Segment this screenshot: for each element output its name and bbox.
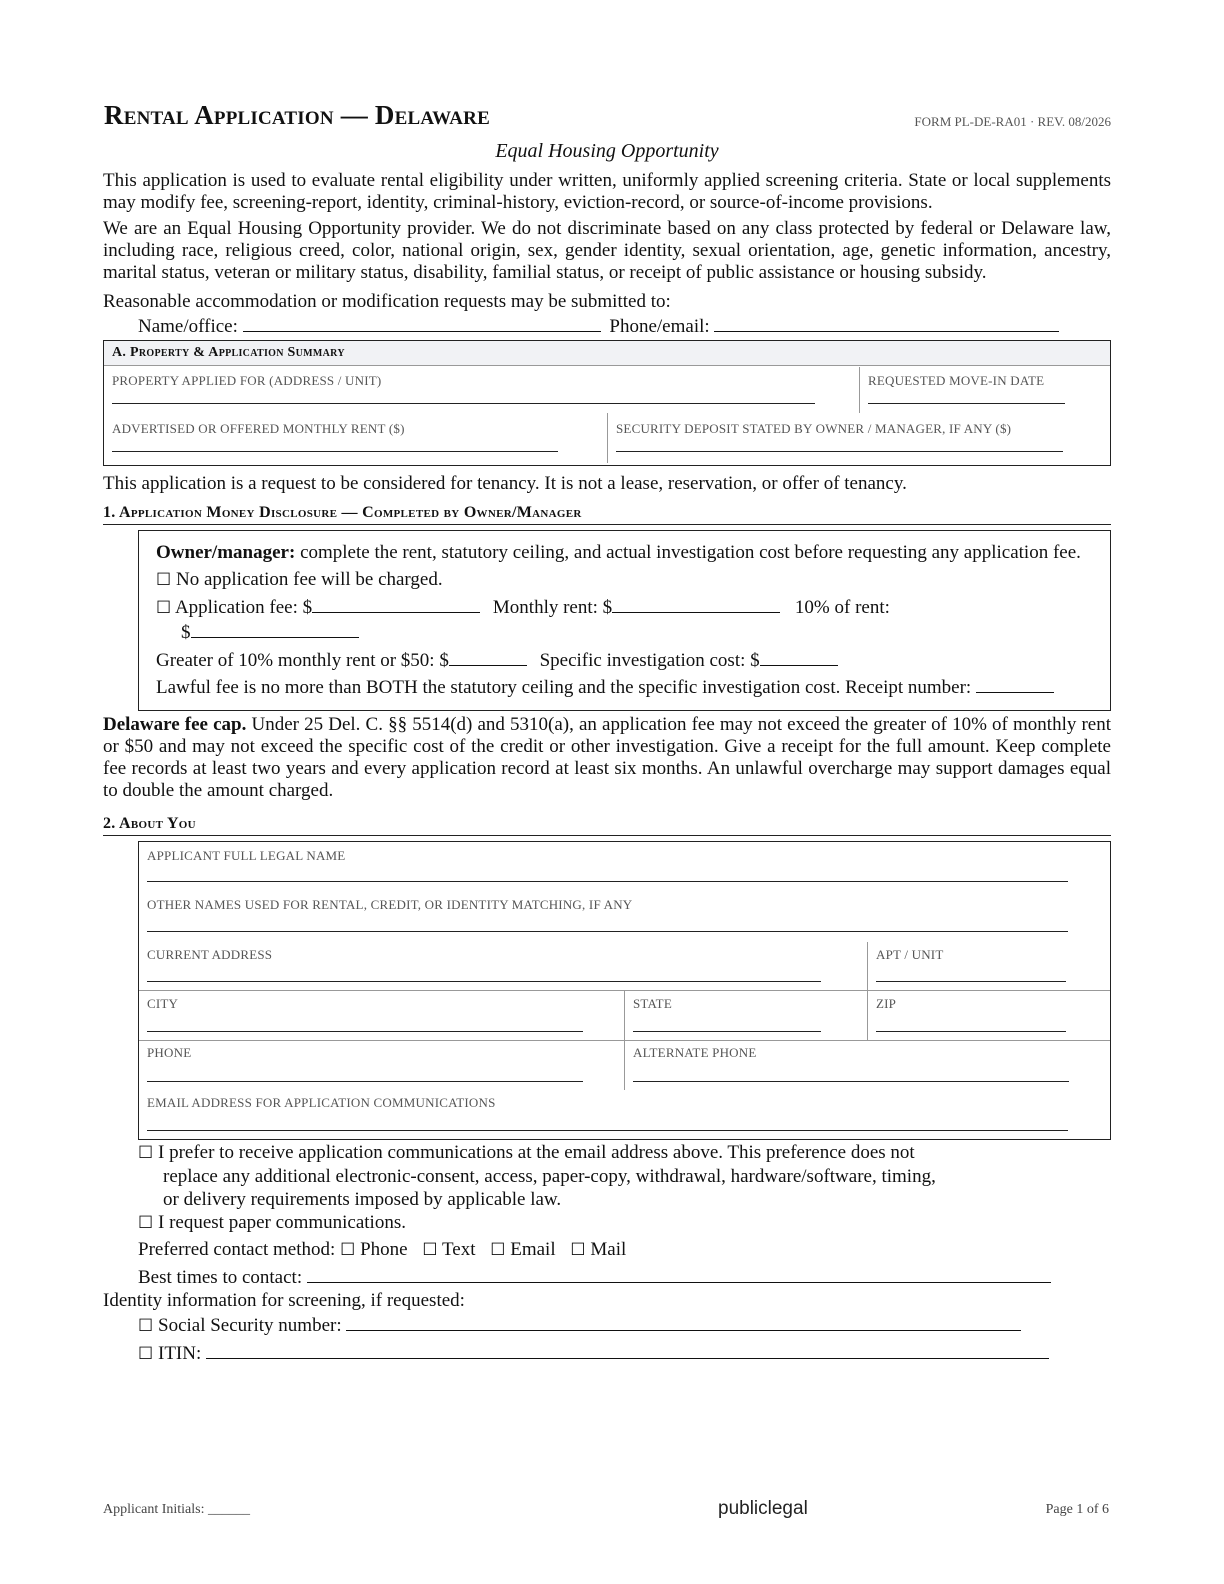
ten-pct-field[interactable] xyxy=(191,620,359,638)
investigation-label: Specific investigation cost: $ xyxy=(539,650,760,671)
phone-email-label: Phone/email: xyxy=(609,316,710,337)
move-in-label: REQUESTED MOVE-IN DATE xyxy=(868,373,1045,388)
paper-pref-label: I request paper communications. xyxy=(158,1212,406,1233)
contact-email-checkbox[interactable]: ☐ xyxy=(490,1240,506,1260)
city-label: CITY xyxy=(147,996,179,1011)
property-field[interactable] xyxy=(112,403,815,404)
full-name-field[interactable] xyxy=(147,881,1068,882)
zip-field[interactable] xyxy=(876,1031,1066,1032)
contact-mail-checkbox[interactable]: ☐ xyxy=(570,1240,586,1260)
tenancy-note: This application is a request to be considered for tenancy. It is not a lease, reservation, or offer of tenancy. xyxy=(103,473,907,494)
best-times-field[interactable] xyxy=(307,1265,1051,1283)
ssn-label: Social Security number: xyxy=(158,1315,342,1336)
greater-field[interactable] xyxy=(449,648,527,666)
publiclegal-logo: publiclegal xyxy=(718,1498,808,1519)
itin-row xyxy=(138,1340,1111,1368)
move-in-field[interactable] xyxy=(868,403,1065,404)
property-label: PROPERTY APPLIED FOR (ADDRESS / UNIT) xyxy=(112,373,382,388)
form-header xyxy=(103,98,1111,138)
accommodation-contact-row xyxy=(103,314,1111,340)
section-1-heading: 1. Application Money Disclosure — Completed by Owner/Manager xyxy=(103,502,1111,525)
email-label: EMAIL ADDRESS FOR APPLICATION COMMUNICATIONS xyxy=(147,1095,496,1110)
rent-label: ADVERTISED OR OFFERED MONTHLY RENT ($) xyxy=(112,421,405,436)
contact-email-label: Email xyxy=(510,1239,556,1260)
application-fee-row xyxy=(156,595,1094,620)
owner-text: complete the rent, statutory ceiling, and actual investigation cost before requesting any application fee. xyxy=(295,542,1081,563)
ten-pct-dollar: $ xyxy=(181,622,191,643)
city-field[interactable] xyxy=(147,1031,583,1032)
page-number: Page 1 of 6 xyxy=(1045,1502,1109,1517)
contact-method-row xyxy=(138,1238,1111,1262)
address-field[interactable] xyxy=(147,981,821,982)
email-pref-line-3: or delivery requirements imposed by applicable law. xyxy=(163,1189,562,1210)
other-names-label: OTHER NAMES USED FOR RENTAL, CREDIT, OR IDENTITY MATCHING, IF ANY xyxy=(147,897,633,912)
phone-label: PHONE xyxy=(147,1045,192,1060)
email-field[interactable] xyxy=(147,1130,1068,1131)
about-you-box xyxy=(138,841,1111,1140)
no-fee-label: No application fee will be charged. xyxy=(176,569,443,590)
name-office-label: Name/office: xyxy=(138,316,238,337)
contact-method-label: Preferred contact method: xyxy=(138,1239,336,1260)
section-a-box xyxy=(103,340,1111,466)
form-subtitle: Equal Housing Opportunity xyxy=(495,140,719,162)
lawful-text: Lawful fee is no more than BOTH the statutory ceiling and the specific investigation cost. Receipt number: xyxy=(156,677,976,698)
investigation-field[interactable] xyxy=(760,648,838,666)
email-pref-line-2: replace any additional electronic-consent, access, paper-copy, withdrawal, hardware/software, timing, xyxy=(163,1166,936,1187)
rent-field[interactable] xyxy=(112,451,558,452)
form-title: Rental Application — Delaware xyxy=(104,100,490,130)
no-fee-row xyxy=(156,568,1094,592)
form-number: FORM PL-DE-RA01 · REV. 08/2026 xyxy=(914,114,1111,129)
zip-label: ZIP xyxy=(876,996,897,1011)
alt-phone-label: ALTERNATE PHONE xyxy=(633,1045,757,1060)
fee-disclosure-box xyxy=(138,530,1111,711)
paper-pref-row xyxy=(138,1211,1111,1235)
ssn-row xyxy=(138,1312,1111,1340)
alt-phone-field[interactable] xyxy=(633,1081,1069,1082)
section-2-heading: 2. About You xyxy=(103,813,1111,836)
state-label: STATE xyxy=(633,996,672,1011)
best-times-row xyxy=(138,1265,1111,1289)
intro-paragraph-2: We are an Equal Housing Opportunity provider. We do not discriminate based on any class protected by federal or Delaware law, including race, religious creed, color, national origin, sex, gender identity, sexual orientation, age, genetic information, ancestry, marital status, veteran or military status, disability, familial status, or receipt of public assistance or housing subsidy. xyxy=(103,218,1111,283)
itin-field[interactable] xyxy=(206,1341,1049,1359)
itin-checkbox[interactable]: ☐ xyxy=(138,1344,154,1364)
paper-pref-checkbox[interactable]: ☐ xyxy=(138,1213,154,1233)
applicant-initials: Applicant Initials: ______ xyxy=(103,1502,250,1517)
email-pref-line-1: I prefer to receive application communications at the email address above. This preference does not xyxy=(158,1142,915,1163)
fee-cap-paragraph xyxy=(103,714,1111,802)
greater-row xyxy=(156,648,1094,673)
phone-field[interactable] xyxy=(147,1081,583,1082)
name-office-field[interactable] xyxy=(243,314,601,332)
application-fee-checkbox[interactable]: ☐ xyxy=(156,598,172,618)
contact-text-label: Text xyxy=(441,1239,476,1260)
email-pref-row xyxy=(138,1141,1111,1165)
identity-label: Identity information for screening, if requested: xyxy=(103,1290,465,1311)
owner-bold: Owner/manager: xyxy=(156,542,296,563)
ten-pct-label: 10% of rent: xyxy=(794,597,890,618)
contact-phone-checkbox[interactable]: ☐ xyxy=(340,1240,356,1260)
monthly-rent-field[interactable] xyxy=(612,595,780,613)
monthly-rent-label: Monthly rent: $ xyxy=(492,597,613,618)
contact-mail-label: Mail xyxy=(590,1239,627,1260)
ssn-checkbox[interactable]: ☐ xyxy=(138,1316,154,1336)
greater-label: Greater of 10% monthly rent or $50: $ xyxy=(156,650,449,671)
deposit-label: SECURITY DEPOSIT STATED BY OWNER / MANAGER, IF ANY ($) xyxy=(616,421,1012,436)
no-fee-checkbox[interactable]: ☐ xyxy=(156,570,172,590)
owner-instructions xyxy=(156,541,1094,565)
address-label: CURRENT ADDRESS xyxy=(147,947,273,962)
phone-email-field[interactable] xyxy=(714,314,1059,332)
app-fee-label: Application fee: $ xyxy=(174,597,313,618)
ten-pct-row xyxy=(156,620,1094,645)
contact-text-checkbox[interactable]: ☐ xyxy=(422,1240,438,1260)
receipt-number-field[interactable] xyxy=(976,675,1054,693)
state-field[interactable] xyxy=(633,1031,821,1032)
page-footer xyxy=(103,1500,1109,1522)
contact-phone-label: Phone xyxy=(360,1239,408,1260)
form-page xyxy=(103,98,1111,1368)
apt-field[interactable] xyxy=(876,981,1066,982)
apt-label: APT / UNIT xyxy=(876,947,944,962)
other-names-field[interactable] xyxy=(147,931,1068,932)
cap-text: Under 25 Del. C. §§ 5514(d) and 5310(a), an application fee may not exceed the greater of 10% of monthly rent or $50 and may not exceed the specific cost of the credit or other investigation. Give a receipt for the full amount. Keep complete fee records at least two years and every application record at least six months. An unlawful overcharge may support damages equal to double the amount charged. xyxy=(103,714,1112,801)
intro-paragraph-1: This application is used to evaluate rental eligibility under written, uniformly applied screening criteria. State or local supplements may modify fee, screening-report, identity, criminal-history, eviction-record, or source-of-income provisions. xyxy=(103,170,1111,213)
email-pref-checkbox[interactable]: ☐ xyxy=(138,1143,154,1163)
app-fee-field[interactable] xyxy=(312,595,480,613)
communications-block xyxy=(138,1141,1111,1289)
full-name-label: APPLICANT FULL LEGAL NAME xyxy=(147,848,346,863)
section-a-heading: A. Property & Application Summary xyxy=(104,341,1110,366)
accommodation-text: Reasonable accommodation or modification requests may be submitted to: xyxy=(103,291,671,312)
identity-block xyxy=(138,1312,1111,1368)
best-times-label: Best times to contact: xyxy=(138,1267,303,1288)
lawful-row xyxy=(156,675,1094,700)
deposit-field[interactable] xyxy=(616,451,1063,452)
cap-bold: Delaware fee cap. xyxy=(103,714,247,735)
itin-label: ITIN: xyxy=(158,1343,202,1364)
ssn-field[interactable] xyxy=(346,1313,1021,1331)
